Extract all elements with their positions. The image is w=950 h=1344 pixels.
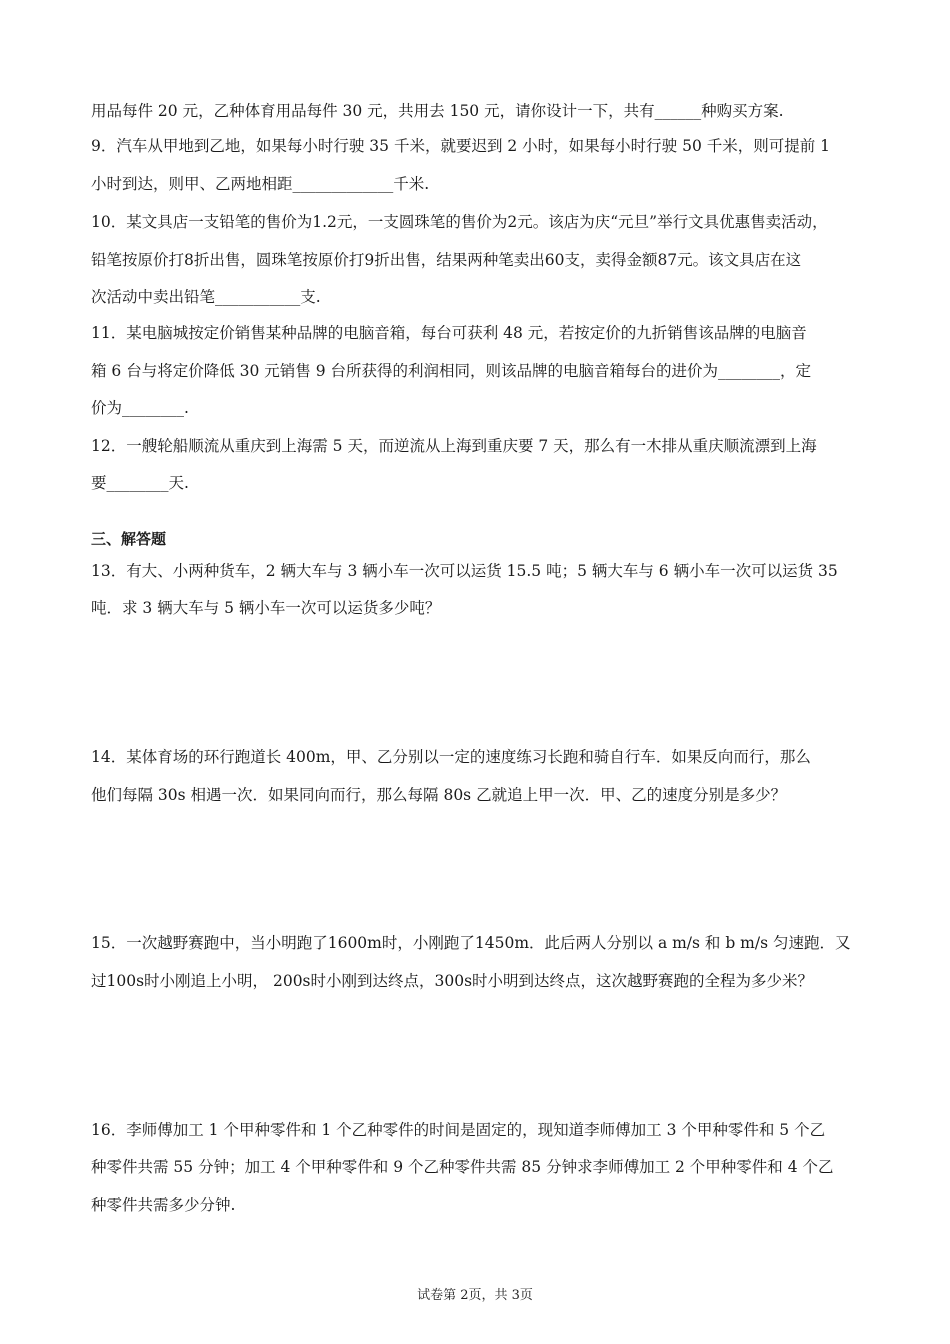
question-13-line-1: 13．有大、小两种货车，2 辆大车与 3 辆小车一次可以运货 15.5 吨；5 辆大车与 6 辆小车一次可以运货 35	[91, 562, 838, 580]
question-10-line-1: 10．某文具店一支铅笔的售价为1.2元，一支圆珠笔的售价为2元。该店为庆“元旦”举行文具优惠售卖活动，	[91, 213, 828, 231]
question-8-continuation: 用品每件 20 元，乙种体育用品每件 30 元，共用去 150 元，请你设计一下，共有______种购买方案.	[91, 102, 784, 120]
question-11-line-3: 价为________.	[91, 399, 189, 417]
question-10-line-3: 次活动中卖出铅笔___________支.	[91, 288, 321, 306]
question-12-line-1: 12．一艘轮船顺流从重庆到上海需 5 天，而逆流从上海到重庆要 7 天，那么有一木排从重庆顺流漂到上海	[91, 437, 817, 455]
question-11-line-2: 箱 6 台与将定价降低 30 元销售 9 台所获得的利润相同，则该品牌的电脑音箱每台的进价为________，定	[91, 362, 812, 380]
question-12-line-2: 要________天.	[91, 474, 189, 492]
question-15-line-2: 过100s时小刚追上小明， 200s时小刚到达终点，300s时小明到达终点，这次越野赛跑的全程为多少米？	[91, 972, 814, 990]
question-16-line-2: 种零件共需 55 分钟；加工 4 个甲种零件和 9 个乙种零件共需 85 分钟求李师傅加工 2 个甲种零件和 4 个乙	[91, 1158, 834, 1176]
question-11-line-1: 11．某电脑城按定价销售某种品牌的电脑音箱，每台可获利 48 元，若按定价的九折销售该品牌的电脑音	[91, 324, 807, 342]
question-14-line-2: 他们每隔 30s 相遇一次．如果同向而行，那么每隔 80s 乙就追上甲一次．甲、乙的速度分别是多少？	[91, 786, 787, 804]
question-16-line-1: 16．李师傅加工 1 个甲种零件和 1 个乙种零件的时间是固定的，现知道李师傅加工 3 个甲种零件和 5 个乙	[91, 1121, 826, 1139]
question-14-line-1: 14．某体育场的环行跑道长 400m，甲、乙分别以一定的速度练习长跑和骑自行车．如果反向而行，那么	[91, 748, 811, 766]
question-13-line-2: 吨．求 3 辆大车与 5 辆小车一次可以运货多少吨？	[91, 599, 441, 617]
page-footer: 试卷第 2页，共 3页	[417, 1288, 533, 1303]
section-heading-answers: 三、解答题	[91, 530, 167, 548]
question-9-line-2: 小时到达，则甲、乙两地相距_____________千米.	[91, 175, 430, 193]
question-15-line-1: 15．一次越野赛跑中，当小明跑了1600m时，小刚跑了1450m．此后两人分别以 a m/s 和 b m/s 匀速跑．又	[91, 934, 851, 952]
question-10-line-2: 铅笔按原价打8折出售，圆珠笔按原价打9折出售，结果两种笔卖出60支，卖得金额87元。该文具店在这	[91, 251, 802, 269]
question-9-line-1: 9．汽车从甲地到乙地，如果每小时行驶 35 千米，就要迟到 2 小时，如果每小时行驶 50 千米，则可提前 1	[91, 137, 831, 155]
question-16-line-3: 种零件共需多少分钟.	[91, 1196, 236, 1214]
